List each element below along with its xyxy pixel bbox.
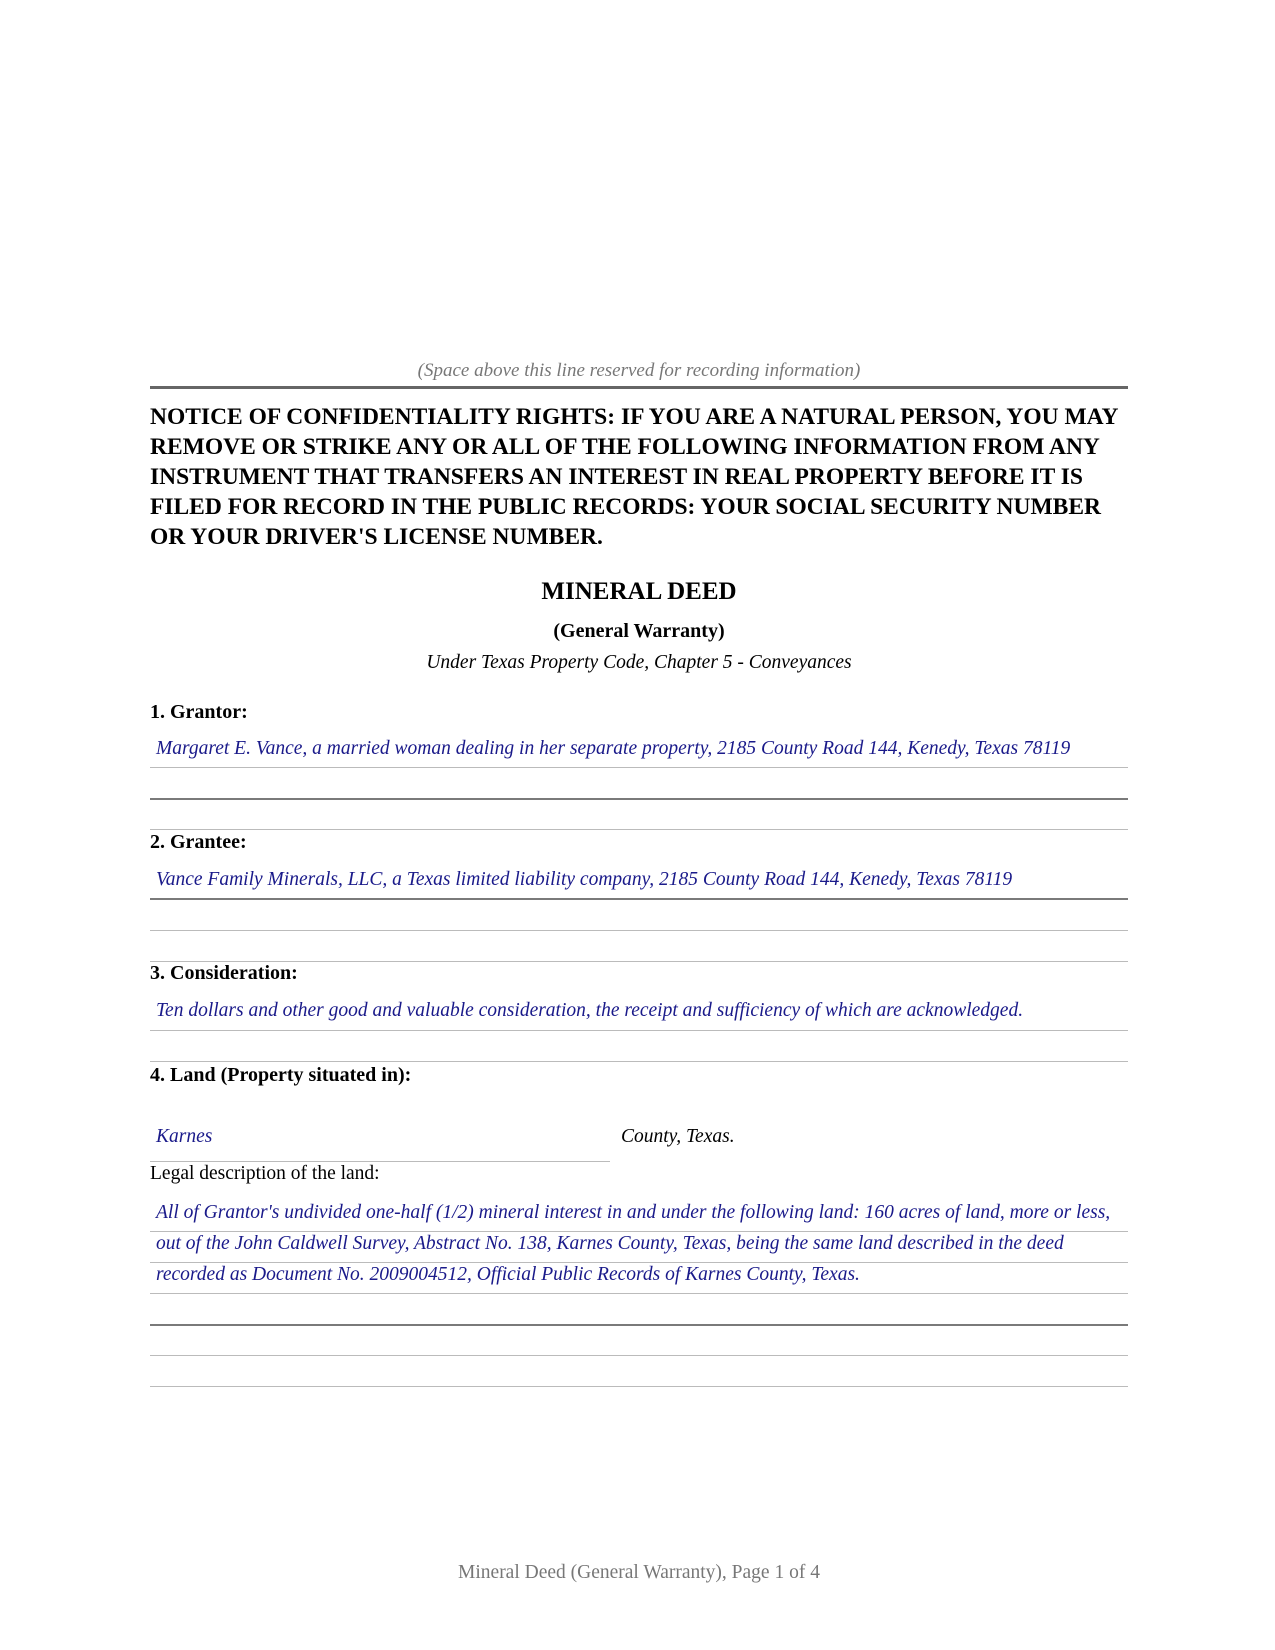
deed-page [150, 0, 1128, 1650]
county-suffix: County, Texas. [621, 1126, 735, 1147]
land-label: 4. Land (Property situated in): [150, 1064, 412, 1086]
legal-rule-1 [150, 1231, 1128, 1232]
legal-description-field[interactable] [150, 1197, 1128, 1387]
consideration-rule-1 [150, 1030, 1128, 1031]
recording-space-note: (Space above this line reserved for recording information) [417, 360, 861, 381]
county-field[interactable] [150, 1126, 610, 1162]
grantor-rule-1 [150, 767, 1128, 768]
document-title: MINERAL DEED [541, 578, 737, 605]
grantor-rule-2 [150, 798, 1128, 800]
grantee-rule-2 [150, 930, 1128, 931]
consideration-rule-2 [150, 1061, 1128, 1062]
grantee-value: Vance Family Minerals, LLC, a Texas limited liability company, 2185 County Road 144, Kenedy, Texas 78119 [156, 869, 1013, 890]
confidentiality-notice: NOTICE OF CONFIDENTIALITY RIGHTS: IF YOU ARE A NATURAL PERSON, YOU MAY REMOVE OR STRIKE ANY OR ALL OF THE FOLLOWING INFORMATION FROM ANY INSTRUMENT THAT TRANSFERS AN INTEREST IN REAL PROPERTY BEFORE IT IS FILED FOR RECORD IN THE PUBLIC RECORDS: YOUR SOCIAL SECURITY NUMBER OR YOUR DRIVER'S LICENSE NUMBER. [150, 404, 1118, 550]
document-subtitle: (General Warranty) [553, 620, 725, 642]
consideration-value: Ten dollars and other good and valuable consideration, the receipt and sufficiency of which are acknowledged. [156, 1000, 1024, 1021]
legal-rule-6 [150, 1386, 1128, 1387]
legal-description-value: All of Grantor's undivided one-half (1/2) mineral interest in and under the following land: 160 acres of land, more or less, out of the John Caldwell Survey, Abstract No. 138, Karnes County, Texas, being the same land described in the deed recorded as Document No. 2009004512, Official Public Records of Karnes County, Texas. [156, 1202, 1111, 1285]
recording-space-rule [150, 386, 1128, 389]
grantee-label: 2. Grantee: [150, 831, 247, 853]
page-footer: Mineral Deed (General Warranty), Page 1 of 4 [458, 1562, 820, 1583]
grantor-value: Margaret E. Vance, a married woman dealing in her separate property, 2185 County Road 144, Kenedy, Texas 78119 [156, 738, 1071, 759]
legal-description-label: Legal description of the land: [150, 1163, 380, 1184]
county-rule [150, 1161, 610, 1162]
grantor-label: 1. Grantor: [150, 701, 248, 723]
consideration-field[interactable] [150, 995, 1128, 1065]
grantee-rule-1 [150, 898, 1128, 900]
consideration-label: 3. Consideration: [150, 962, 298, 984]
county-value: Karnes [156, 1126, 213, 1147]
grantor-rule-3 [150, 829, 1128, 830]
legal-rule-5 [150, 1355, 1128, 1356]
legal-rule-3 [150, 1293, 1128, 1294]
document-statute-reference: Under Texas Property Code, Chapter 5 - Conveyances [426, 652, 852, 673]
grantor-field[interactable] [150, 733, 1128, 826]
legal-rule-4 [150, 1324, 1128, 1326]
legal-rule-2 [150, 1262, 1128, 1263]
grantee-field[interactable] [150, 864, 1128, 964]
